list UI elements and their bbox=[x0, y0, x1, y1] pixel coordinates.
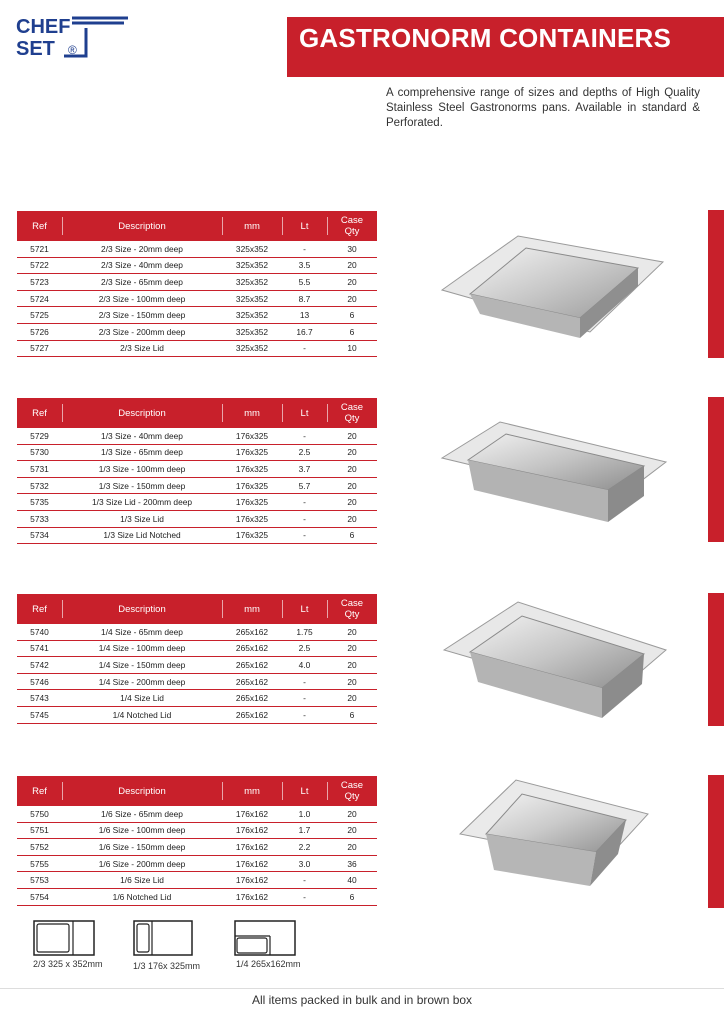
gastronorm-pan-1-6-icon bbox=[458, 778, 650, 890]
header-ref: Ref bbox=[32, 785, 47, 797]
table-row bbox=[17, 657, 377, 674]
cell-mm: 265x162 bbox=[222, 690, 282, 707]
cell-description: 1/4 Size - 100mm deep bbox=[62, 640, 222, 657]
header-ref: Ref bbox=[32, 220, 47, 232]
side-tab-2 bbox=[708, 397, 724, 542]
cell-ref: 5733 bbox=[17, 510, 62, 527]
cell-ref: 5755 bbox=[17, 855, 62, 872]
spec-table-1-3 bbox=[17, 398, 377, 544]
table-header bbox=[17, 594, 377, 624]
cell-lt: 2.2 bbox=[282, 839, 327, 856]
cell-description: 2/3 Size Lid bbox=[62, 340, 222, 357]
cell-lt: - bbox=[282, 888, 327, 905]
title-banner bbox=[287, 17, 724, 77]
diagram-label-2-3: 2/3 325 x 352mm bbox=[33, 959, 103, 969]
cell-description: 1/3 Size Lid - 200mm deep bbox=[62, 494, 222, 511]
cell-case-qty: 40 bbox=[327, 872, 377, 889]
cell-mm: 176x325 bbox=[222, 494, 282, 511]
cell-lt: 5.7 bbox=[282, 477, 327, 494]
cell-ref: 5745 bbox=[17, 706, 62, 723]
header-ref: Ref bbox=[32, 603, 47, 615]
table-row bbox=[17, 706, 377, 723]
cell-description: 2/3 Size - 150mm deep bbox=[62, 307, 222, 324]
table-row bbox=[17, 839, 377, 856]
cell-case-qty: 20 bbox=[327, 690, 377, 707]
table-row bbox=[17, 290, 377, 307]
header-mm: mm bbox=[222, 211, 282, 241]
cell-case-qty: 20 bbox=[327, 428, 377, 444]
cell-description: 1/3 Size - 150mm deep bbox=[62, 477, 222, 494]
cell-lt: 3.5 bbox=[282, 257, 327, 274]
cell-case-qty: 20 bbox=[327, 806, 377, 822]
cell-lt: - bbox=[282, 690, 327, 707]
cell-description: 2/3 Size - 100mm deep bbox=[62, 290, 222, 307]
cell-case-qty: 20 bbox=[327, 257, 377, 274]
header-case-qty: Case Qty bbox=[327, 211, 377, 241]
cell-lt: 3.7 bbox=[282, 461, 327, 478]
cell-mm: 176x325 bbox=[222, 444, 282, 461]
cell-case-qty: 20 bbox=[327, 640, 377, 657]
cell-description: 1/4 Size - 150mm deep bbox=[62, 657, 222, 674]
cell-mm: 176x162 bbox=[222, 822, 282, 839]
footer-note: All items packed in bulk and in brown box bbox=[251, 993, 473, 1007]
cell-lt: - bbox=[282, 428, 327, 444]
table-header bbox=[17, 776, 377, 806]
table-row bbox=[17, 494, 377, 511]
gastronorm-pan-1-4-icon bbox=[442, 600, 668, 722]
cell-case-qty: 20 bbox=[327, 510, 377, 527]
table-row bbox=[17, 888, 377, 905]
cell-case-qty: 20 bbox=[327, 624, 377, 640]
table-row bbox=[17, 461, 377, 478]
cell-case-qty: 6 bbox=[327, 307, 377, 324]
cell-ref: 5721 bbox=[17, 241, 62, 257]
cell-case-qty: 36 bbox=[327, 855, 377, 872]
cell-description: 2/3 Size - 40mm deep bbox=[62, 257, 222, 274]
table-row bbox=[17, 307, 377, 324]
table-row bbox=[17, 477, 377, 494]
cell-lt: 2.5 bbox=[282, 640, 327, 657]
cell-mm: 176x162 bbox=[222, 872, 282, 889]
table-row bbox=[17, 428, 377, 444]
chef-set-logo bbox=[16, 14, 131, 62]
table-row bbox=[17, 444, 377, 461]
page-title: GASTRONORM CONTAINERS bbox=[299, 23, 672, 53]
cell-lt: 2.5 bbox=[282, 444, 327, 461]
cell-ref: 5741 bbox=[17, 640, 62, 657]
cell-case-qty: 20 bbox=[327, 290, 377, 307]
cell-description: 1/4 Size - 65mm deep bbox=[62, 624, 222, 640]
diagram-1-4-icon bbox=[234, 920, 296, 956]
header-mm: mm bbox=[222, 398, 282, 428]
header-description: Description bbox=[62, 776, 222, 806]
gastronorm-pan-2-3-icon bbox=[440, 232, 665, 344]
cell-description: 1/3 Size Lid bbox=[62, 510, 222, 527]
cell-case-qty: 20 bbox=[327, 494, 377, 511]
cell-mm: 325x352 bbox=[222, 274, 282, 291]
cell-case-qty: 20 bbox=[327, 477, 377, 494]
cell-mm: 176x162 bbox=[222, 839, 282, 856]
cell-case-qty: 6 bbox=[327, 706, 377, 723]
cell-mm: 265x162 bbox=[222, 640, 282, 657]
header-lt: Lt bbox=[282, 398, 327, 428]
cell-case-qty: 20 bbox=[327, 274, 377, 291]
gastronorm-pan-1-3-icon bbox=[440, 418, 668, 526]
table-row bbox=[17, 855, 377, 872]
cell-description: 1/3 Size Lid Notched bbox=[62, 527, 222, 544]
diagram-1-3-icon bbox=[133, 920, 193, 956]
cell-description: 2/3 Size - 65mm deep bbox=[62, 274, 222, 291]
cell-ref: 5725 bbox=[17, 307, 62, 324]
table-row bbox=[17, 624, 377, 640]
table-row bbox=[17, 274, 377, 291]
cell-lt: 1.0 bbox=[282, 806, 327, 822]
header-description: Description bbox=[62, 211, 222, 241]
header-lt: Lt bbox=[282, 594, 327, 624]
cell-mm: 265x162 bbox=[222, 673, 282, 690]
cell-lt: 16.7 bbox=[282, 323, 327, 340]
header-ref: Ref bbox=[32, 407, 47, 419]
cell-ref: 5730 bbox=[17, 444, 62, 461]
intro-text: A comprehensive range of sizes and depths of High Quality Stainless Steel Gastronorms pans. Available in standard & Perforated. bbox=[386, 87, 700, 129]
cell-description: 1/6 Size - 200mm deep bbox=[62, 855, 222, 872]
cell-case-qty: 10 bbox=[327, 340, 377, 357]
cell-ref: 5735 bbox=[17, 494, 62, 511]
cell-description: 1/6 Size - 100mm deep bbox=[62, 822, 222, 839]
table-row bbox=[17, 822, 377, 839]
cell-description: 2/3 Size - 200mm deep bbox=[62, 323, 222, 340]
table-row bbox=[17, 323, 377, 340]
side-tab-4 bbox=[708, 775, 724, 908]
table-header bbox=[17, 398, 377, 428]
cell-case-qty: 20 bbox=[327, 461, 377, 478]
diagram-label-1-3: 1/3 176x 325mm bbox=[133, 961, 201, 971]
spec-table-1-6 bbox=[17, 776, 377, 906]
footer-divider bbox=[0, 988, 724, 989]
cell-lt: - bbox=[282, 673, 327, 690]
cell-case-qty: 20 bbox=[327, 657, 377, 674]
diagram-label-1-4: 1/4 265x162mm bbox=[236, 959, 301, 969]
spec-table-1-4 bbox=[17, 594, 377, 724]
cell-case-qty: 20 bbox=[327, 673, 377, 690]
cell-description: 1/3 Size - 65mm deep bbox=[62, 444, 222, 461]
table-header bbox=[17, 211, 377, 241]
cell-lt: - bbox=[282, 241, 327, 257]
cell-ref: 5743 bbox=[17, 690, 62, 707]
cell-description: 1/6 Size - 65mm deep bbox=[62, 806, 222, 822]
cell-lt: 4.0 bbox=[282, 657, 327, 674]
cell-ref: 5732 bbox=[17, 477, 62, 494]
table-row bbox=[17, 510, 377, 527]
cell-ref: 5724 bbox=[17, 290, 62, 307]
table-row bbox=[17, 690, 377, 707]
cell-case-qty: 6 bbox=[327, 323, 377, 340]
cell-mm: 176x162 bbox=[222, 806, 282, 822]
cell-ref: 5742 bbox=[17, 657, 62, 674]
cell-case-qty: 30 bbox=[327, 241, 377, 257]
cell-lt: 5.5 bbox=[282, 274, 327, 291]
cell-mm: 265x162 bbox=[222, 657, 282, 674]
cell-lt: 8.7 bbox=[282, 290, 327, 307]
cell-lt: - bbox=[282, 510, 327, 527]
cell-mm: 325x352 bbox=[222, 340, 282, 357]
cell-lt: - bbox=[282, 872, 327, 889]
cell-ref: 5753 bbox=[17, 872, 62, 889]
diagram-2-3-icon bbox=[33, 920, 95, 956]
header-case-qty: Case Qty bbox=[327, 776, 377, 806]
side-tab-1 bbox=[708, 210, 724, 358]
cell-mm: 176x325 bbox=[222, 527, 282, 544]
cell-case-qty: 20 bbox=[327, 822, 377, 839]
cell-case-qty: 6 bbox=[327, 888, 377, 905]
table-row bbox=[17, 640, 377, 657]
cell-case-qty: 20 bbox=[327, 444, 377, 461]
cell-mm: 265x162 bbox=[222, 706, 282, 723]
cell-mm: 265x162 bbox=[222, 624, 282, 640]
cell-mm: 325x352 bbox=[222, 241, 282, 257]
cell-mm: 325x352 bbox=[222, 257, 282, 274]
cell-lt: 1.75 bbox=[282, 624, 327, 640]
cell-mm: 176x162 bbox=[222, 855, 282, 872]
cell-lt: - bbox=[282, 527, 327, 544]
cell-ref: 5746 bbox=[17, 673, 62, 690]
registered-mark: ® bbox=[68, 43, 77, 57]
cell-description: 2/3 Size - 20mm deep bbox=[62, 241, 222, 257]
table-row bbox=[17, 673, 377, 690]
cell-description: 1/6 Size Lid bbox=[62, 872, 222, 889]
cell-ref: 5751 bbox=[17, 822, 62, 839]
cell-ref: 5734 bbox=[17, 527, 62, 544]
cell-ref: 5727 bbox=[17, 340, 62, 357]
table-row bbox=[17, 527, 377, 544]
logo-word-set: SET bbox=[16, 38, 55, 60]
header-case-qty: Case Qty bbox=[327, 398, 377, 428]
table-row bbox=[17, 872, 377, 889]
cell-mm: 176x325 bbox=[222, 428, 282, 444]
cell-mm: 176x325 bbox=[222, 510, 282, 527]
cell-ref: 5750 bbox=[17, 806, 62, 822]
cell-description: 1/6 Size - 150mm deep bbox=[62, 839, 222, 856]
cell-ref: 5754 bbox=[17, 888, 62, 905]
cell-lt: - bbox=[282, 340, 327, 357]
cell-case-qty: 20 bbox=[327, 839, 377, 856]
cell-ref: 5731 bbox=[17, 461, 62, 478]
header-description: Description bbox=[62, 398, 222, 428]
cell-mm: 325x352 bbox=[222, 290, 282, 307]
cell-mm: 176x325 bbox=[222, 477, 282, 494]
logo-word-chef: CHEF bbox=[16, 16, 71, 38]
cell-ref: 5752 bbox=[17, 839, 62, 856]
cell-description: 1/4 Notched Lid bbox=[62, 706, 222, 723]
cell-lt: - bbox=[282, 494, 327, 511]
side-tab-3 bbox=[708, 593, 724, 726]
header-case-qty: Case Qty bbox=[327, 594, 377, 624]
cell-mm: 325x352 bbox=[222, 307, 282, 324]
cell-description: 1/6 Notched Lid bbox=[62, 888, 222, 905]
cell-description: 1/3 Size - 40mm deep bbox=[62, 428, 222, 444]
cell-ref: 5722 bbox=[17, 257, 62, 274]
table-row bbox=[17, 241, 377, 257]
cell-description: 1/3 Size - 100mm deep bbox=[62, 461, 222, 478]
cell-mm: 176x162 bbox=[222, 888, 282, 905]
table-row bbox=[17, 340, 377, 357]
table-row bbox=[17, 257, 377, 274]
cell-ref: 5723 bbox=[17, 274, 62, 291]
cell-mm: 176x325 bbox=[222, 461, 282, 478]
spec-table-2-3 bbox=[17, 211, 377, 357]
header-lt: Lt bbox=[282, 776, 327, 806]
table-row bbox=[17, 806, 377, 822]
header-lt: Lt bbox=[282, 211, 327, 241]
cell-case-qty: 6 bbox=[327, 527, 377, 544]
cell-ref: 5726 bbox=[17, 323, 62, 340]
cell-lt: - bbox=[282, 706, 327, 723]
header-mm: mm bbox=[222, 776, 282, 806]
cell-ref: 5740 bbox=[17, 624, 62, 640]
cell-description: 1/4 Size Lid bbox=[62, 690, 222, 707]
cell-lt: 1.7 bbox=[282, 822, 327, 839]
cell-lt: 3.0 bbox=[282, 855, 327, 872]
header-description: Description bbox=[62, 594, 222, 624]
cell-ref: 5729 bbox=[17, 428, 62, 444]
cell-lt: 13 bbox=[282, 307, 327, 324]
cell-description: 1/4 Size - 200mm deep bbox=[62, 673, 222, 690]
cell-mm: 325x352 bbox=[222, 323, 282, 340]
header-mm: mm bbox=[222, 594, 282, 624]
